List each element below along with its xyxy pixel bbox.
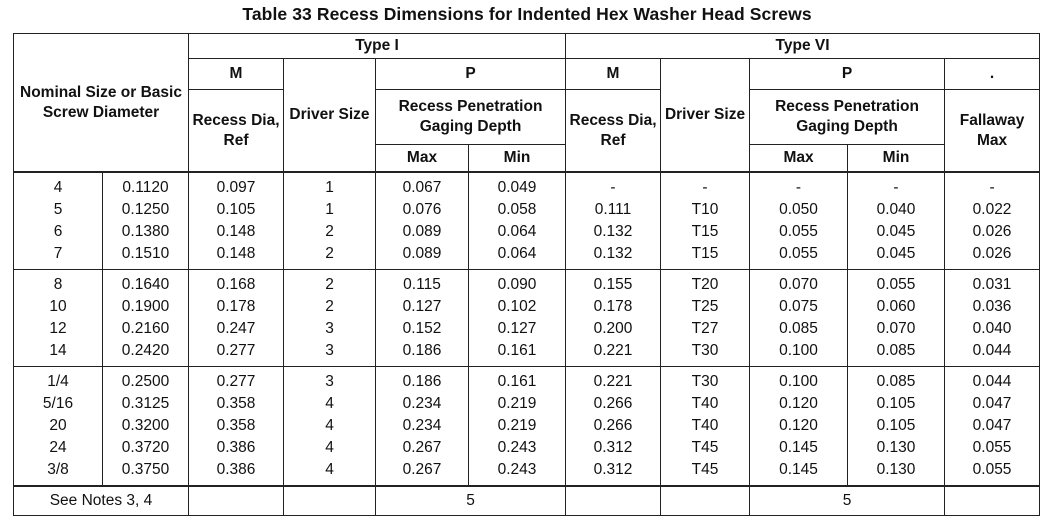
t1-recess-penetration-header: Recess Penetration Gaging Depth — [376, 90, 566, 145]
fallaway-max-value: 0.026 — [972, 223, 1012, 240]
nominal-size-value: 3/8 — [47, 461, 69, 478]
t6-recess-dia-value: 0.221 — [593, 342, 633, 359]
t6-driver-size-header: Driver Size — [661, 59, 750, 173]
fallaway-max-value: 0.047 — [972, 417, 1012, 434]
t1-p-max-value: 0.234 — [402, 417, 442, 434]
t6-p-max-value: 0.070 — [779, 276, 818, 293]
t6-driver-size-cell — [661, 367, 750, 487]
t6-recess-dia-value: 0.132 — [593, 245, 633, 262]
fallaway-max-value: 0.044 — [972, 342, 1012, 359]
t6-driver-size-value: - — [702, 179, 708, 196]
t1-driver-size-value: 4 — [325, 417, 334, 434]
fallaway-max-value: 0.047 — [972, 395, 1012, 412]
t1-recess-dia-cell — [189, 172, 284, 270]
t6-p-max-value: 0.055 — [779, 223, 818, 240]
t1-p-max-value: 0.076 — [402, 201, 442, 218]
nominal-size-value: 7 — [53, 245, 63, 262]
t6-p-max-cell — [750, 367, 848, 487]
fallaway-max-value: 0.040 — [972, 320, 1012, 337]
t6-recess-dia-value: 0.312 — [593, 461, 633, 478]
t6-driver-size-value: T15 — [691, 245, 719, 262]
t6-p-min-value: 0.085 — [876, 373, 916, 390]
t1-driver-size-value: 2 — [325, 223, 334, 240]
t6-p-max-value: 0.075 — [779, 298, 818, 315]
t6-recess-dia-cell — [566, 172, 661, 270]
table-row-group — [14, 367, 1040, 487]
t1-driver-size-value: 4 — [325, 439, 334, 456]
t6-p-min-header: Min — [848, 145, 945, 173]
basic-diameter-cell — [103, 270, 189, 367]
t1-p-max-value: 0.267 — [402, 461, 442, 478]
fallaway-max-cell — [945, 367, 1040, 487]
t6-driver-size-value: T20 — [691, 276, 719, 293]
fallaway-max-value: 0.055 — [972, 461, 1012, 478]
t6-p-min-cell — [848, 270, 945, 367]
t6-p-max-value: 0.120 — [779, 395, 818, 412]
t6-p-max-value: 0.145 — [779, 439, 818, 456]
t1-driver-size-value: 4 — [325, 395, 334, 412]
t6-p-max-value: 0.100 — [779, 342, 818, 359]
nominal-size-value: 4 — [53, 179, 63, 196]
nominal-size-value: 24 — [49, 439, 67, 456]
t1-driver-size-value: 3 — [325, 342, 334, 359]
t6-p-max-header: Max — [750, 145, 848, 173]
t6-driver-size-value: T30 — [691, 373, 719, 390]
t1-p-max-cell — [376, 270, 469, 367]
t1-p-max-value: 0.234 — [402, 395, 442, 412]
t6-p-max-value: - — [795, 179, 802, 196]
nominal-size-header: Nominal Size or Basic Screw Diameter — [14, 34, 189, 173]
fallaway-max-value: 0.044 — [972, 373, 1012, 390]
fallaway-max-cell — [945, 270, 1040, 367]
t6-recess-dia-cell — [566, 367, 661, 487]
type-6-note-ref: 5 — [750, 486, 945, 516]
t1-p-min-value: 0.161 — [497, 373, 537, 390]
t1-driver-size-value: 3 — [325, 320, 334, 337]
t1-p-min-value: 0.161 — [497, 342, 537, 359]
basic-diameter-value: 0.1510 — [121, 245, 170, 262]
t6-p-max-value: 0.120 — [779, 417, 818, 434]
type-1-header: Type I — [189, 34, 566, 59]
t6-recess-dia-value: 0.266 — [593, 417, 633, 434]
t1-p-min-value: 0.064 — [497, 223, 537, 240]
t1-driver-size-value: 1 — [325, 201, 334, 218]
t6-driver-size-cell — [661, 172, 750, 270]
t1-driver-size-value: 4 — [325, 461, 334, 478]
t6-recess-dia-value: 0.111 — [594, 201, 632, 218]
basic-diameter-value: 0.3720 — [121, 439, 170, 456]
footer-empty-cell — [945, 486, 1040, 516]
t6-p-min-value: 0.055 — [876, 276, 916, 293]
basic-diameter-value: 0.3750 — [121, 461, 170, 478]
nominal-size-value: 14 — [49, 342, 67, 359]
t6-recess-dia-value: 0.312 — [593, 439, 633, 456]
fallaway-max-value: 0.055 — [972, 439, 1012, 456]
t6-driver-size-value: T27 — [691, 320, 719, 337]
t1-driver-size-value: 2 — [325, 276, 334, 293]
t1-recess-dia-value: 0.148 — [216, 223, 256, 240]
footer-empty-cell — [189, 486, 284, 516]
see-notes-cell: See Notes 3, 4 — [14, 486, 189, 516]
basic-diameter-value: 0.2500 — [121, 373, 170, 390]
basic-diameter-value: 0.3125 — [121, 395, 170, 412]
basic-diameter-value: 0.2160 — [121, 320, 170, 337]
basic-diameter-value: 0.1900 — [121, 298, 170, 315]
footer-empty-cell — [284, 486, 376, 516]
t1-recess-dia-value: 0.105 — [216, 201, 256, 218]
t6-p-min-value: 0.060 — [876, 298, 916, 315]
t1-recess-dia-cell — [189, 367, 284, 487]
t1-p-max-value: 0.152 — [402, 320, 442, 337]
t1-m-header: M — [189, 59, 284, 90]
t1-p-max-value: 0.115 — [403, 276, 441, 293]
t1-recess-dia-value: 0.277 — [216, 373, 256, 390]
t6-p-min-value: 0.085 — [876, 342, 916, 359]
t1-driver-size-cell — [284, 270, 376, 367]
nominal-size-value: 6 — [53, 223, 63, 240]
t6-m-header: M — [566, 59, 661, 90]
nominal-size-value: 8 — [53, 276, 63, 293]
nominal-size-value: 1/4 — [47, 373, 69, 390]
t1-p-min-cell — [469, 270, 566, 367]
t1-driver-size-value: 2 — [325, 245, 334, 262]
t1-p-min-value: 0.064 — [497, 245, 537, 262]
t1-recess-dia-value: 0.097 — [216, 179, 256, 196]
t1-driver-size-header: Driver Size — [284, 59, 376, 173]
footer-empty-cell — [566, 486, 661, 516]
t1-p-max-cell — [376, 172, 469, 270]
t6-p-header: P — [750, 59, 945, 90]
table-row-group — [14, 270, 1040, 367]
t6-recess-penetration-header: Recess Penetration Gaging Depth — [750, 90, 945, 145]
t1-driver-size-value: 3 — [325, 373, 334, 390]
t6-recess-dia-header: Recess Dia, Ref — [566, 90, 661, 173]
t1-recess-dia-value: 0.168 — [216, 276, 256, 293]
basic-diameter-value: 0.3200 — [121, 417, 170, 434]
t1-recess-dia-value: 0.247 — [216, 320, 256, 337]
basic-diameter-value: 0.2420 — [121, 342, 170, 359]
basic-diameter-cell — [103, 172, 189, 270]
recess-dimensions-table — [13, 33, 1040, 516]
t6-p-min-value: 0.105 — [876, 417, 916, 434]
t6-driver-size-value: T15 — [691, 223, 719, 240]
t6-driver-size-cell — [661, 270, 750, 367]
nominal-size-cell — [14, 172, 103, 270]
t6-recess-dia-value: - — [610, 179, 616, 196]
t6-recess-dia-value: 0.266 — [593, 395, 633, 412]
t1-recess-dia-value: 0.358 — [216, 417, 256, 434]
t6-p-max-value: 0.145 — [779, 461, 818, 478]
fallaway-max-cell — [945, 172, 1040, 270]
t1-p-min-value: 0.049 — [497, 179, 537, 196]
t6-p-max-value: 0.055 — [779, 245, 818, 262]
t1-recess-dia-value: 0.178 — [216, 298, 256, 315]
t1-driver-size-cell — [284, 172, 376, 270]
nominal-size-value: 20 — [49, 417, 67, 434]
t6-p-min-value: 0.045 — [876, 245, 916, 262]
basic-diameter-value: 0.1250 — [121, 201, 170, 218]
table-row-group — [14, 172, 1040, 270]
nominal-size-cell — [14, 270, 103, 367]
nominal-size-value: 10 — [49, 298, 67, 315]
t6-recess-dia-cell — [566, 270, 661, 367]
t6-driver-size-value: T40 — [691, 395, 719, 412]
t6-driver-size-value: T40 — [691, 417, 719, 434]
t6-p-max-cell — [750, 270, 848, 367]
fallaway-max-value: - — [989, 179, 995, 196]
t6-p-max-value: 0.050 — [779, 201, 818, 218]
type-1-note-ref: 5 — [376, 486, 566, 516]
t6-driver-size-value: T25 — [691, 298, 719, 315]
nominal-size-value: 12 — [49, 320, 67, 337]
fallaway-max-value: 0.022 — [972, 201, 1012, 218]
t6-p-min-value: 0.130 — [876, 461, 916, 478]
t1-p-max-value: 0.186 — [402, 342, 442, 359]
t1-p-min-header: Min — [469, 145, 566, 173]
t1-p-min-value: 0.219 — [497, 417, 537, 434]
t1-p-max-value: 0.127 — [402, 298, 442, 315]
t1-p-min-value: 0.243 — [497, 439, 537, 456]
nominal-size-value: 5/16 — [42, 395, 74, 412]
basic-diameter-value: 0.1120 — [122, 179, 169, 196]
nominal-size-cell — [14, 367, 103, 487]
fallaway-dot: . — [945, 59, 1040, 90]
t1-p-max-value: 0.089 — [402, 223, 442, 240]
t1-p-min-value: 0.127 — [497, 320, 537, 337]
t1-driver-size-value: 1 — [325, 179, 334, 196]
t6-p-min-value: 0.130 — [876, 439, 916, 456]
t6-p-max-cell — [750, 172, 848, 270]
t6-driver-size-value: T45 — [691, 439, 719, 456]
t1-recess-dia-value: 0.358 — [216, 395, 256, 412]
t1-p-min-cell — [469, 172, 566, 270]
footer-empty-cell — [661, 486, 750, 516]
t6-driver-size-value: T45 — [691, 461, 719, 478]
table-title: Table 33 Recess Dimensions for Indented Hex Washer Head Screws — [242, 4, 812, 24]
t1-p-min-value: 0.219 — [497, 395, 537, 412]
t1-p-max-value: 0.067 — [402, 179, 442, 196]
t6-p-min-value: 0.040 — [876, 201, 916, 218]
t6-p-max-value: 0.100 — [779, 373, 818, 390]
t1-p-min-value: 0.243 — [497, 461, 537, 478]
t6-p-min-cell — [848, 172, 945, 270]
t1-driver-size-cell — [284, 367, 376, 487]
t6-p-min-value: 0.070 — [876, 320, 916, 337]
t6-p-min-cell — [848, 367, 945, 487]
t1-driver-size-value: 2 — [325, 298, 334, 315]
t6-driver-size-value: T30 — [691, 342, 719, 359]
basic-diameter-cell — [103, 367, 189, 487]
nominal-size-value: 5 — [53, 201, 63, 218]
t1-p-min-cell — [469, 367, 566, 487]
basic-diameter-value: 0.1640 — [121, 276, 170, 293]
t6-p-min-value: 0.045 — [876, 223, 916, 240]
t1-p-max-cell — [376, 367, 469, 487]
t1-p-max-value: 0.089 — [402, 245, 442, 262]
t6-p-max-value: 0.085 — [779, 320, 818, 337]
fallaway-max-header: Fallaway Max — [945, 90, 1040, 173]
t6-recess-dia-value: 0.132 — [593, 223, 633, 240]
fallaway-max-value: 0.026 — [972, 245, 1012, 262]
t1-p-max-header: Max — [376, 145, 469, 173]
basic-diameter-value: 0.1380 — [121, 223, 170, 240]
t1-recess-dia-value: 0.386 — [216, 439, 256, 456]
t6-recess-dia-value: 0.200 — [593, 320, 633, 337]
t6-recess-dia-value: 0.221 — [593, 373, 633, 390]
t1-recess-dia-value: 0.148 — [216, 245, 256, 262]
t1-recess-dia-value: 0.386 — [216, 461, 256, 478]
t1-recess-dia-value: 0.277 — [216, 342, 256, 359]
t1-recess-dia-cell — [189, 270, 284, 367]
t6-p-min-value: 0.105 — [876, 395, 916, 412]
t1-recess-dia-header: Recess Dia, Ref — [189, 90, 284, 173]
t6-driver-size-value: T10 — [691, 201, 719, 218]
t1-p-header: P — [376, 59, 566, 90]
type-6-header: Type VI — [566, 34, 1040, 59]
t1-p-max-value: 0.267 — [402, 439, 442, 456]
t1-p-min-value: 0.058 — [497, 201, 537, 218]
fallaway-max-value: 0.036 — [972, 298, 1012, 315]
t1-p-max-value: 0.186 — [402, 373, 442, 390]
t6-recess-dia-value: 0.178 — [593, 298, 633, 315]
fallaway-max-value: 0.031 — [972, 276, 1012, 293]
t1-p-min-value: 0.090 — [497, 276, 537, 293]
t1-p-min-value: 0.102 — [497, 298, 537, 315]
t6-recess-dia-value: 0.155 — [593, 276, 633, 293]
t6-p-min-value: - — [893, 179, 899, 196]
